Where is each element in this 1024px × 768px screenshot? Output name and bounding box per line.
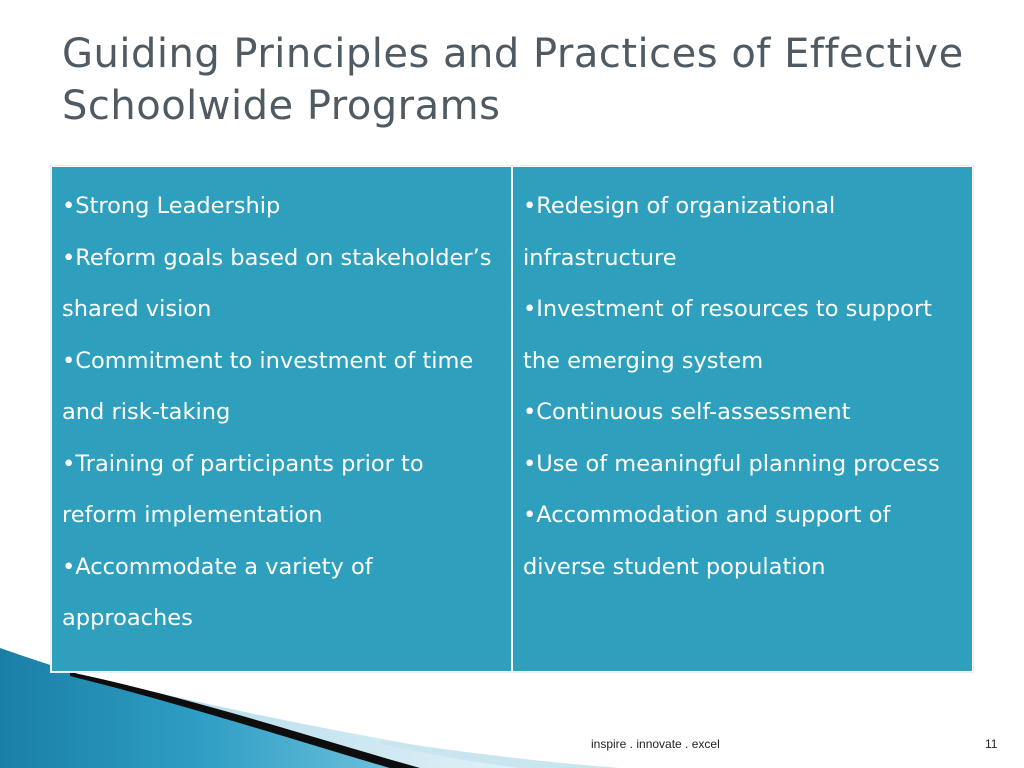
list-item: •Training of participants prior to reform implementation	[62, 450, 424, 528]
list-item: •Accommodate a variety of approaches	[62, 553, 373, 631]
footer-tagline: inspire . innovate . excel	[591, 737, 720, 751]
list-item: •Redesign of organizational infrastructure	[523, 193, 836, 271]
list-item: •Use of meaningful planning process	[523, 450, 940, 477]
list-item: •Continuous self-assessment	[523, 399, 851, 425]
principles-table	[51, 166, 973, 672]
list-item: •Commitment to investment of time and risk-taking	[62, 347, 474, 425]
slide-title: Guiding Principles and Practices of Effective Schoolwide Programs	[62, 31, 964, 129]
list-item: •Accommodation and support of diverse student population	[523, 502, 891, 580]
page-number: 11	[985, 737, 998, 751]
list-item: •Investment of resources to support the emerging system	[523, 296, 933, 374]
table-column-right	[513, 167, 972, 671]
table-column-left	[52, 167, 513, 671]
list-item: •Strong Leadership	[62, 193, 281, 219]
list-item: •Reform goals based on stakeholder’s shared vision	[62, 244, 492, 322]
